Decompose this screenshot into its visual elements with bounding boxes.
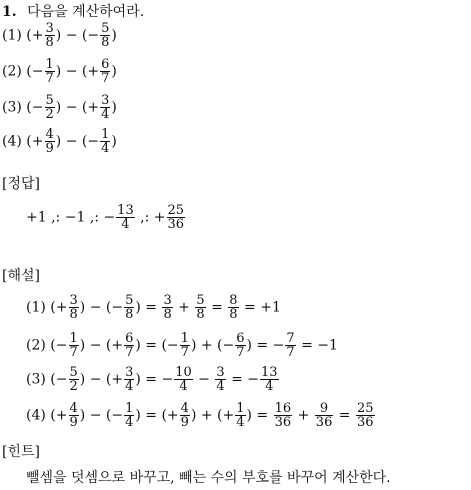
solution-line-2: (2) (− $\frac{1}{7}$ ) − (+ $\frac{6}{7}$ ) = (− $\frac{1}{7}$ ) + (− $\frac{6}{7}$ ) = − $\frac{7}{7}$ = −1 [26,331,338,360]
sign: + [87,99,100,116]
fraction: $\frac{1}{7}$ [45,57,54,86]
sign: − [87,133,100,150]
answer-3-fraction: $\frac{13}{4}$ [117,203,134,232]
fraction: $\frac{1}{4}$ [101,127,110,156]
solution-heading: [해설] [2,268,40,284]
solution-line-3: (3) (− $\frac{5}{2}$ ) − (+ $\frac{3}{4}$ ) = − $\frac{10}{4}$ − $\frac{3}{4}$ = − $\frac{13}{4}$ [26,365,278,394]
problem-item-4: (4) (+ $\frac{4}{9}$ ) − (− $\frac{1}{4}$ ) [2,127,117,156]
answer-separator: ,: [51,209,61,226]
problem-item-1: (1) (+ $\frac{3}{8}$ ) − (− $\frac{5}{8}$ ) [2,21,117,50]
answer-4-sign: + [153,209,166,226]
fraction: $\frac{6}{7}$ [101,57,110,86]
item-label: (1) [26,299,46,316]
answer-separator: ,: [89,209,99,226]
answer-line [26,204,186,231]
solution-1-result: +1 [260,299,281,316]
item-label: (2) [26,337,46,354]
hint-heading: [힌트] [2,444,40,460]
answer-separator: ,: [140,209,150,226]
fraction: $\frac{3}{4}$ [101,93,110,122]
item-label: (2) [2,63,22,80]
problem-heading [2,4,144,20]
hint-text: 뺄셈을 덧셈으로 바꾸고, 빼는 수의 부호를 바꾸어 계산한다. [26,470,391,486]
item-label: (4) [2,133,22,150]
sign: − [31,99,44,116]
answer-4-fraction: $\frac{25}{36}$ [167,203,185,232]
answer-2: −1 [64,209,86,226]
answer-3-sign: − [103,209,116,226]
solution-line-4: (4) (+ $\frac{4}{9}$ ) − (− $\frac{1}{4}$ ) = (+ $\frac{4}{9}$ ) + (+ $\frac{1}{4}$ ) = $\frac{16}{36}$ + $\frac{9}{36}$ = $\frac{25}{36}$ [26,401,374,430]
problem-instruction: 다음을 계산하여라. [27,4,145,20]
sign: + [31,133,44,150]
item-label: (3) [26,371,46,388]
sign: − [31,63,44,80]
solution-line-1: (1) (+ $\frac{3}{8}$ ) − (− $\frac{5}{8}$ ) = $\frac{3}{8}$ + $\frac{5}{8}$ = $\frac{8}{8}$ = +1 [26,293,281,322]
item-label: (4) [26,407,46,424]
problem-item-3: (3) (− $\frac{5}{2}$ ) − (+ $\frac{3}{4}$ ) [2,93,117,122]
fraction: $\frac{4}{9}$ [45,127,54,156]
sign: + [31,27,44,44]
fraction: $\frac{5}{2}$ [45,93,54,122]
sign: − [87,27,100,44]
fraction: $\frac{3}{8}$ [45,21,54,50]
sign: + [87,63,100,80]
item-label: (1) [2,27,22,44]
answer-1: +1 [26,209,47,226]
item-label: (3) [2,99,22,116]
answer-heading: [정답] [2,176,40,192]
fraction: $\frac{5}{8}$ [101,21,110,50]
solution-2-result: −1 [317,337,338,354]
problem-item-2: (2) (− $\frac{1}{7}$ ) − (+ $\frac{6}{7}$ ) [2,57,117,86]
problem-number: 1. [2,4,17,20]
